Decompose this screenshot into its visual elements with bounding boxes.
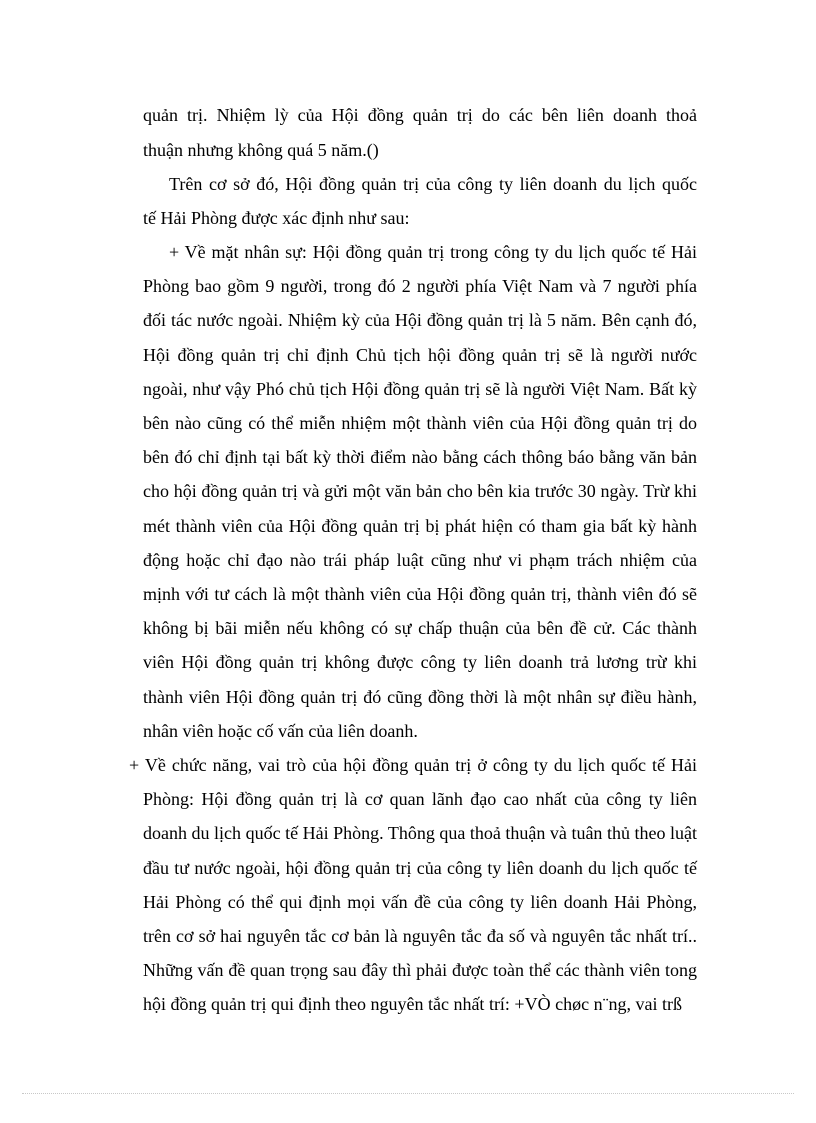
text-line: cho hội đồng quản trị và gửi một văn bản cho bên kia trước 30 ngày. Trừ khi bbox=[143, 481, 697, 501]
text-line: trên cơ sở hai nguyên tắc cơ bản là nguyên tắc đa số và nguyên tắc nhất trí.. bbox=[143, 926, 697, 946]
text-line: nhân viên hoặc cố vấn của liên doanh. bbox=[143, 721, 418, 741]
text-line: đầu tư nước ngoài, hội đồng quản trị của công ty liên doanh du lịch quốc tế bbox=[143, 858, 697, 878]
text-line: + Về mặt nhân sự: Hội đồng quản trị trong công ty du lịch quốc tế Hải bbox=[169, 242, 697, 262]
text-line: Những vấn đề quan trọng sau đây thì phải được toàn thể các thành viên tong bbox=[143, 960, 697, 980]
text-line: thuận nhưng không quá 5 năm.() bbox=[143, 140, 379, 160]
text-line: động hoặc chỉ đạo nào trái pháp luật cũng như vi phạm trách nhiệm của bbox=[143, 550, 697, 570]
text-line: Phòng bao gồm 9 người, trong đó 2 người phía Việt Nam và 7 người phía bbox=[143, 276, 697, 296]
text-line: bên nào cũng có thể miễn nhiệm một thành viên của Hội đồng quản trị do bbox=[143, 413, 697, 433]
text-line: mịnh với tư cách là một thành viên của Hội đồng quản trị, thành viên đó sẽ bbox=[143, 584, 697, 604]
text-line: viên Hội đồng quản trị không được công ty liên doanh trả lương trừ khi bbox=[143, 652, 697, 672]
text-line: không bị bãi miễn nếu không có sự chấp thuận của bên đề cử. Các thành bbox=[143, 618, 697, 638]
text-line: mét thành viên của Hội đồng quản trị bị phát hiện có tham gia bất kỳ hành bbox=[143, 516, 697, 536]
text-line: Hải Phòng có thể qui định mọi vấn đề của công ty liên doanh Hải Phòng, bbox=[143, 892, 697, 912]
text-line: Phòng: Hội đồng quản trị là cơ quan lãnh đạo cao nhất của công ty liên bbox=[143, 789, 697, 809]
text-line: doanh du lịch quốc tế Hải Phòng. Thông qua thoả thuận và tuân thủ theo luật bbox=[143, 823, 697, 843]
text-line: bên đó chỉ định tại bất kỳ thời điểm nào bằng cách thông báo bằng văn bản bbox=[143, 447, 697, 467]
text-line: đối tác nước ngoài. Nhiệm kỳ của Hội đồng quản trị là 5 năm. Bên cạnh đó, bbox=[143, 310, 697, 330]
text-line: hội đồng quản trị qui định theo nguyên tắc nhất trí: +VÒ chøc n¨ng, vai trß bbox=[143, 994, 683, 1014]
page-footer-divider bbox=[22, 1093, 794, 1094]
text-line: thành viên Hội đồng quản trị đó cũng đồng thời là một nhân sự điều hành, bbox=[143, 687, 697, 707]
text-line: tế Hải Phòng được xác định như sau: bbox=[143, 208, 410, 228]
text-line: Hội đồng quản trị chỉ định Chủ tịch hội đồng quản trị sẽ là người nước bbox=[143, 345, 697, 365]
text-line: + Về chức năng, vai trò của hội đồng quản trị ở công ty du lịch quốc tế Hải bbox=[129, 755, 697, 775]
text-line: ngoài, như vậy Phó chủ tịch Hội đồng quản trị sẽ là người Việt Nam. Bất kỳ bbox=[143, 379, 697, 399]
text-line: quản trị. Nhiệm lỳ của Hội đồng quản trị do các bên liên doanh thoả bbox=[143, 105, 697, 125]
text-line: Trên cơ sở đó, Hội đồng quản trị của công ty liên doanh du lịch quốc bbox=[169, 174, 697, 194]
